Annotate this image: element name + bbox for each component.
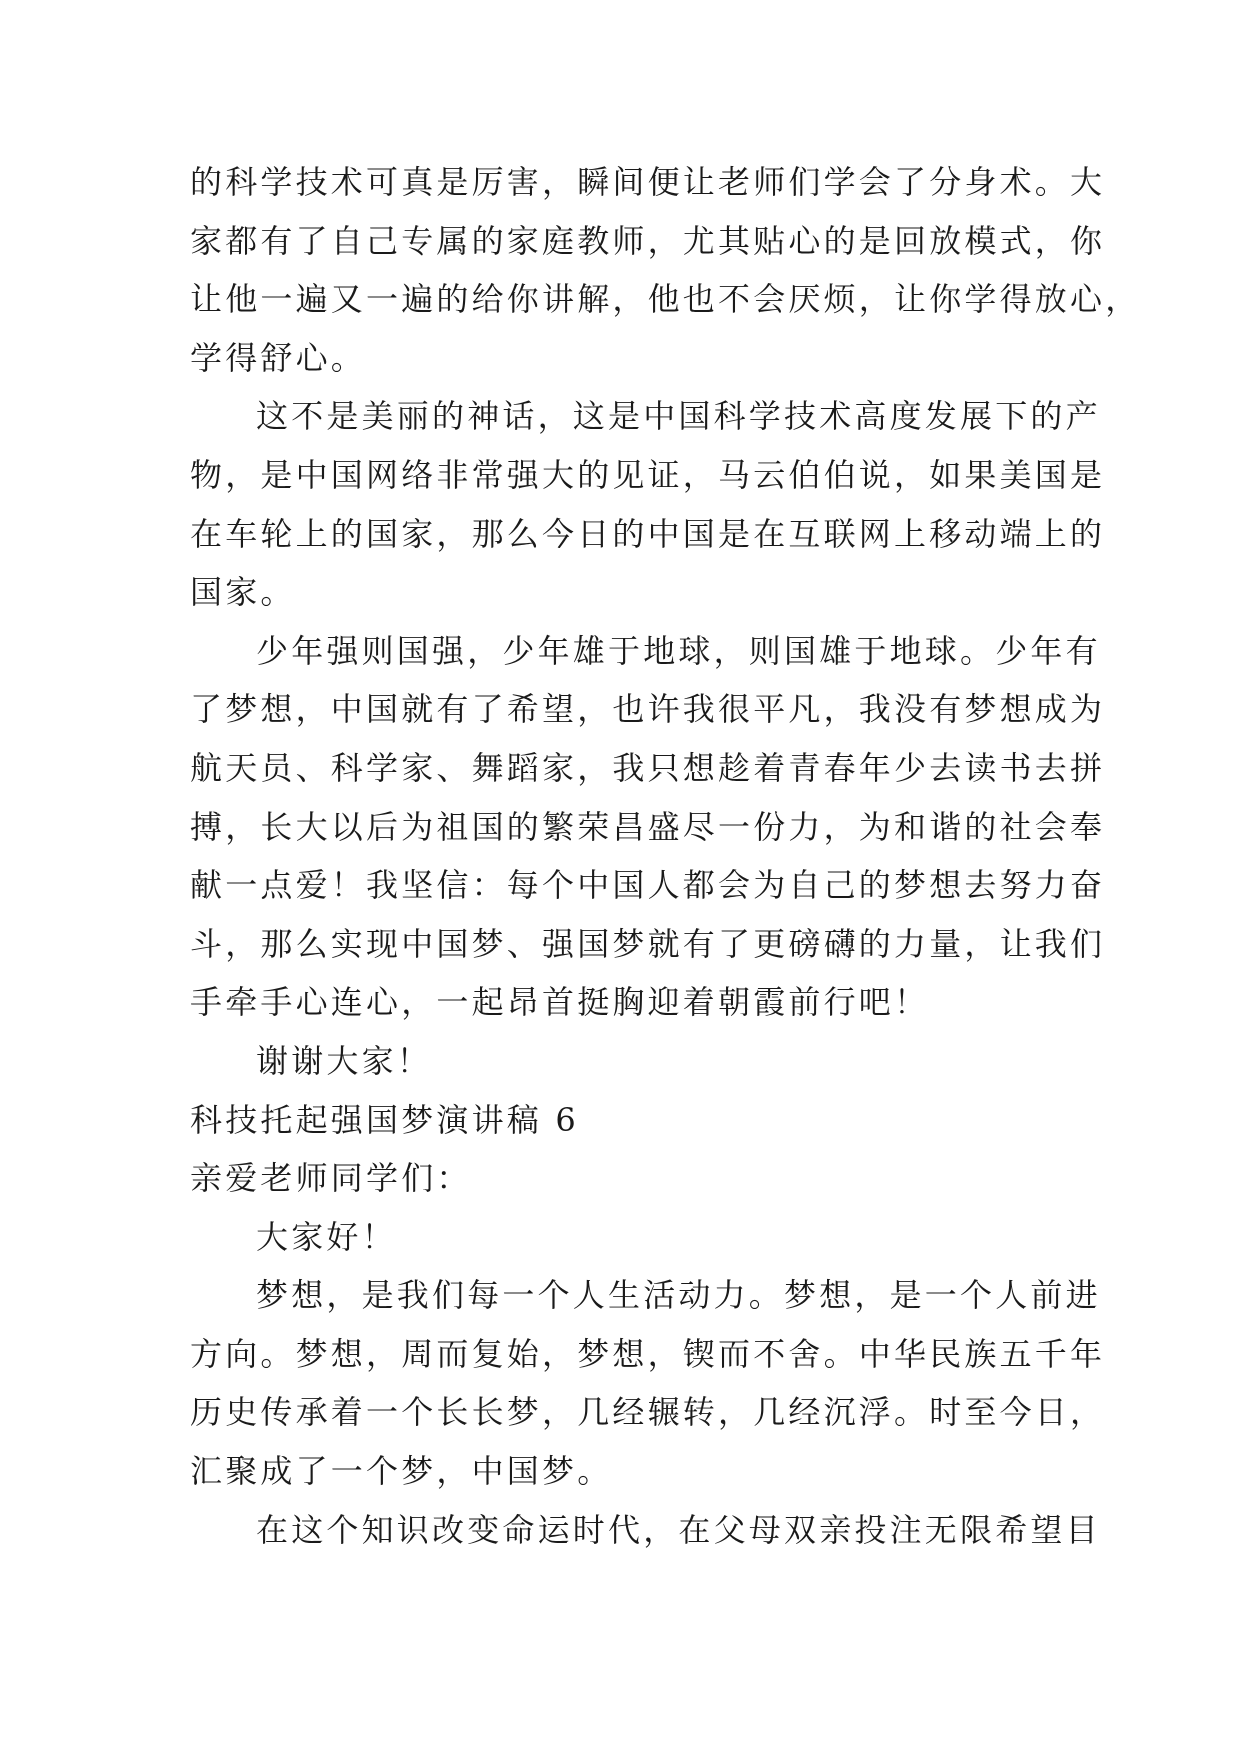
text-line: 在这个知识改变命运时代，在父母双亲投注无限希望目	[256, 1510, 1101, 1549]
document-body	[190, 153, 1141, 1559]
text-line: 方向。梦想，周而复始，梦想，锲而不舍。中华民族五千年	[190, 1334, 1106, 1373]
text-line: 献一点爱！我坚信：每个中国人都会为自己的梦想去努力奋	[190, 866, 1106, 905]
text-line: 让他一遍又一遍的给你讲解，他也不会厌烦，让你学得放心，	[190, 280, 1141, 319]
text-line: 在车轮上的国家，那么今日的中国是在互联网上移动端上的	[190, 514, 1106, 553]
text-line: 物，是中国网络非常强大的见证，马云伯伯说，如果美国是	[190, 455, 1106, 494]
salutation: 亲爱老师同学们：	[190, 1159, 472, 1198]
text-line: 这不是美丽的神话，这是中国科学技术高度发展下的产	[256, 397, 1101, 436]
text-line: 手牵手心连心，一起昂首挺胸迎着朝霞前行吧！	[190, 983, 930, 1022]
text-line: 斗，那么实现中国梦、强国梦就有了更磅礴的力量，让我们	[190, 924, 1106, 963]
text-line: 梦想，是我们每一个人生活动力。梦想，是一个人前进	[256, 1276, 1101, 1315]
text-line: 学得舒心。	[190, 338, 367, 377]
text-line: 少年强则国强，少年雄于地球，则国雄于地球。少年有	[256, 631, 1101, 670]
text-line: 的科学技术可真是厉害，瞬间便让老师们学会了分身术。大	[190, 163, 1106, 201]
text-line: 国家。	[190, 573, 296, 612]
text-line: 汇聚成了一个梦，中国梦。	[190, 1452, 613, 1491]
text-line: 历史传承着一个长长梦，几经辗转，几经沉浮。时至今日，	[190, 1393, 1106, 1432]
text-line: 家都有了自己专属的家庭教师，尤其贴心的是回放模式，你	[190, 221, 1106, 260]
greeting: 大家好！	[256, 1217, 397, 1256]
text-line: 航天员、科学家、舞蹈家，我只想趁着青春年少去读书去拼	[190, 748, 1106, 787]
text-line: 了梦想，中国就有了希望，也许我很平凡，我没有梦想成为	[190, 690, 1106, 729]
text-line: 谢谢大家！	[256, 1041, 433, 1080]
section-title: 科技托起强国梦演讲稿 6	[190, 1100, 579, 1139]
text-line: 搏，长大以后为祖国的繁荣昌盛尽一份力，为和谐的社会奉	[190, 807, 1106, 846]
